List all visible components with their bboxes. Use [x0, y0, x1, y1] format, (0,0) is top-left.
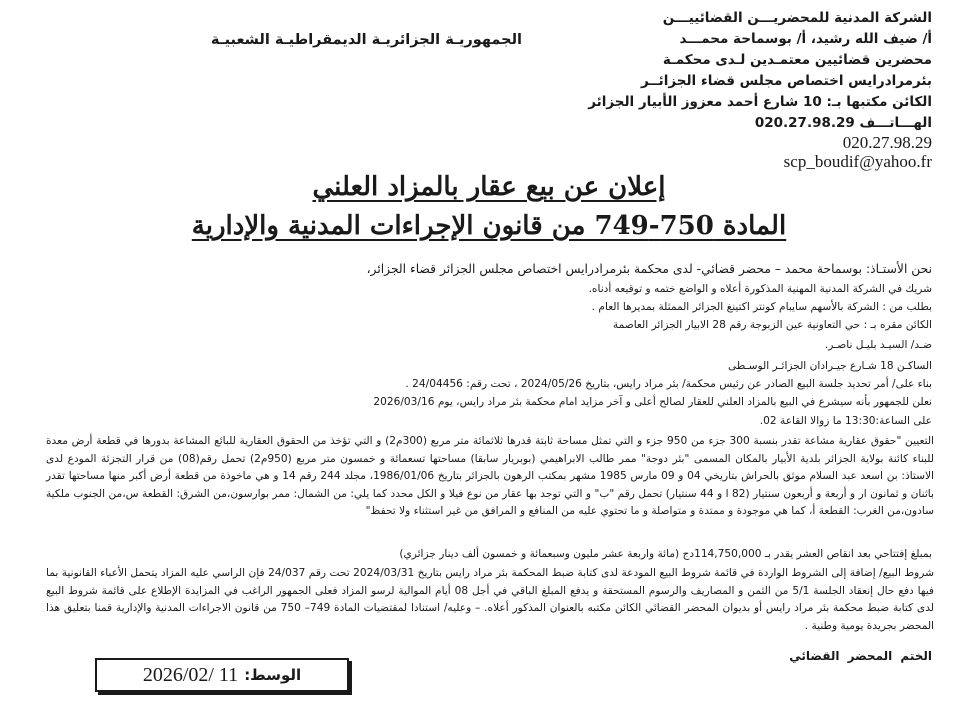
- republic-header: الجمهوريـة الجزائريـة الديمقراطيـة الشعبيـة: [210, 32, 522, 48]
- auction-time-line: على الساعة:13:30 ما زوالا القاعة 02.: [759, 415, 932, 427]
- company-name: الشركة المدنية للمحضريـــن القضائييـــن: [662, 10, 932, 26]
- signature-block: [789, 649, 932, 663]
- partner-line: شريك في الشركة المدنية المهنية المذكورة أعلاه و الواضع ختمه و توقيعه أدناه.: [588, 283, 932, 295]
- bailiffs-names: أ/ ضيف الله رشيد، أ/ بوسماحة محمـــد: [679, 31, 932, 47]
- phone-line: الهـــاتـــف 020.27.98.29: [754, 115, 932, 131]
- seal-label: الختم: [900, 649, 932, 663]
- requester-address: الكائن مقره بـ : حي التعاونية عين الزبوجة رقم 28 الابيار الجزائر العاصمة: [612, 319, 932, 331]
- opening-price: بمبلغ إفتتاحي بعد انقاص العشر يقدر بـ 114,750,000دج (مائة واربعة عشر مليون وسبعمائة و خمسون ألف دينار جزائري): [399, 548, 932, 560]
- requester-line: بطلب من : الشركة بالأسهم سايبام كونتر اكتينغ الجزائر الممثلة بمديرها العام .: [591, 301, 932, 313]
- announcement-title: إعلان عن بيع عقار بالمزاد العلني: [312, 172, 666, 202]
- jurisdiction-line: بئرمرادرايس اختصاص مجلس قضاء الجزائــر: [641, 73, 932, 89]
- bailiff-label: المحضر القضائي: [789, 649, 893, 663]
- defendant-address: الساكـن 18 شـارع جيـرادان الجزائـر الوسـطى: [728, 360, 932, 372]
- legal-article-title: المادة 750-749 من قانون الإجراءات المدنية والإدارية: [191, 211, 787, 241]
- intro-line: نحن الأستـاذ: بوسماحة محمد – محضر قضائي- لدى محكمة بئرمرادرايس اختصاص مجلس الجزائر قضاء الجزائر،: [366, 262, 932, 276]
- auction-date-line: نعلن للجمهور بأنه سيشرع في البيع بالمزاد العلني للعقار لصالح أعلى و آخر مزايد امام محكمة بئر مراد رايس، يوم 2026/03/16: [373, 396, 932, 408]
- publication-date-box: [95, 658, 349, 692]
- newspaper-label: الوسط:: [244, 666, 302, 684]
- property-description: التعيين "حقوق عقارية مشاعة تقدر بنسبة 300 جزء من 950 جزء و التي تمثل مساحة ثابتة قدرها ثلاثمائة متر مربع (300م2) و التي تؤخذ من الحقوق العقارية للبائع المشاعة بدورها في قطعة أرض معدة للبناء كائنة بولاية الجزائر بلدية الأبيار بالمكان المسمى "بئر دوجة" ممر طالب الابراهيمي (بوبريار سابقا) مساحتها تسعمائة و خمسون متر مربع (950م2) تحمل رقم(08) من قرار التجزئة المودع لدى الاستاذ: بن اسعد عبد السلام موثق بالحراش بتاريخي 04 و 09 مارس 1985 مشهر بمكتب الرهون بالجزائر بتاريخ 1986/01/06، مجلد 244 رقم 14 و هي ماخوذة من قطعة أرض أكبر منها مساحتها تقدر باثنان و ثمانون ار و أربعة و أربعون سنتيار (82 ا و 44 سنتيار) تحمل رقم "ب" و التي توجد بها عقار من نوع فيلا و الكل محدد كما يلي: من الشمال: ممر بوارسون،من الشرق: القطعة س،من الجنوب ملكية سادون،من الغرب: القطعة أ، كما هي موجودة و ممتدة و متواصلة و ما تحتوي عليه من المنافع و المرافق من غير استثناء ولا تحفظ": [46, 435, 934, 518]
- email-address: scp_boudif@yahoo.fr: [783, 152, 932, 171]
- accreditation-line: محضرين قضائيين معتمـدين لـدى محكمـة: [662, 52, 932, 68]
- sale-conditions: شروط البيع/ إضافة إلى الشروط الواردة في قائمة شروط البيع المودعة لدى كتابة ضبط المحكمة بئر مراد رايس بتاريخ 2024/03/31 تحت رقم 24/037 فإن الراسي عليه المزاد يتحمل الأعباء القانونية بما فيها دفع حال إنعقاد الجلسة 5/1 من الثمن و المصاريف والرسوم المستحقة و يدفع المبلغ الباقي في أجل 08 أيام الموالية لرسو المزاد فعلى الجمهور الراغب في المزايدة الإطلاع على قائمة شروط البيع لدى كتابة ضبط محكمة بئر مراد رايس أو بديوان المحضر القضائي الكائن مكتبه بالعنوان المذكور أعلاه. – وعليه/ استنادا لمقتضيات المادة 749– 750 من قانون الاجراءات المدنية والإدارية قمنا بتعليق هذا المحضر بجريدة يومية وطنية .: [46, 567, 934, 632]
- publication-date: 2026/02/ 11: [142, 663, 239, 686]
- phone-number-2: 020.27.98.29: [842, 133, 932, 152]
- office-address: الكائن مكتبها بـ: 10 شارع أحمد معزوز الأبيار الجزائر: [588, 94, 932, 110]
- order-reference: بناء على/ أمر تحديد جلسة البيع الصادر عن رئيس محكمة/ بئر مراد رايس، بتاريخ 2024/05/26 ، تحت رقم: 24/04456 .: [405, 378, 932, 390]
- defendant-line: ضـد/ السيـد بليـل ناصـر.: [824, 339, 932, 351]
